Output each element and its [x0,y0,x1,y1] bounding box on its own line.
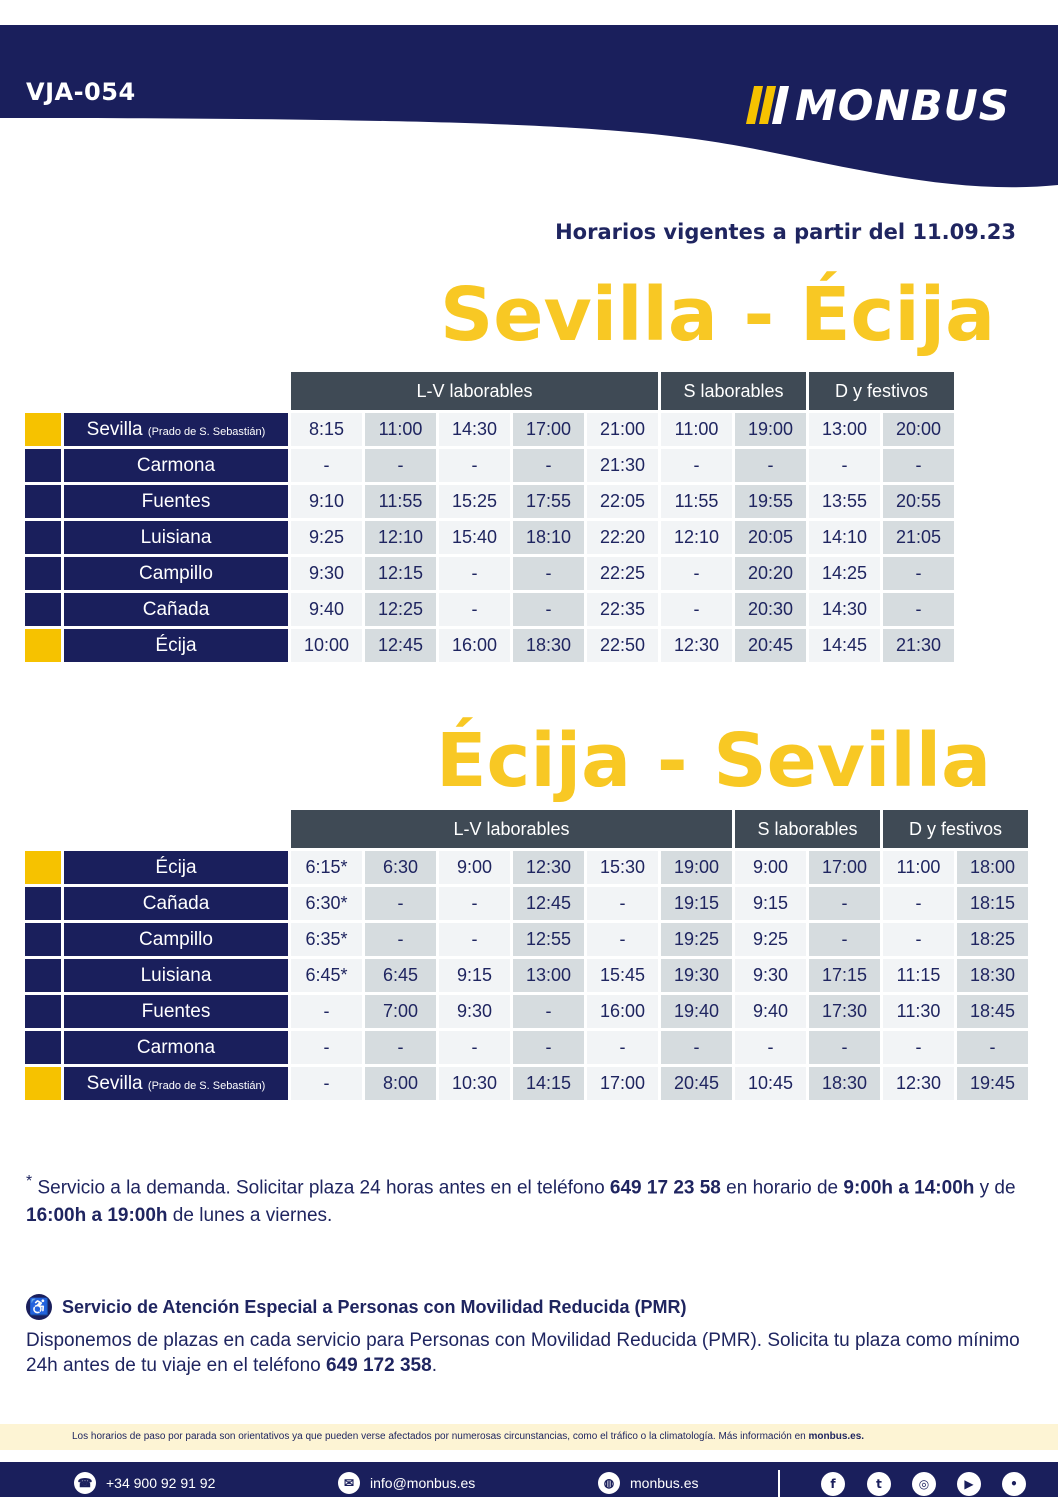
time-cell: 17:00 [587,1067,658,1100]
time-cell: 7:00 [365,995,436,1028]
time-cell: - [439,887,510,920]
group-header: D y festivos [809,372,954,410]
time-cell: 19:40 [661,995,732,1028]
time-cell: 11:55 [661,485,732,518]
time-cell: 18:10 [513,521,584,554]
time-cell: 18:30 [809,1067,880,1100]
time-cell: 9:15 [439,959,510,992]
time-cell: 19:30 [661,959,732,992]
time-cell: - [883,887,954,920]
footer [0,1462,1058,1497]
time-cell: 9:40 [291,593,362,626]
footnote-text: y de [974,1177,1016,1199]
time-cell: - [809,923,880,956]
monbus-logo [750,82,1010,128]
table-row [25,995,1028,1028]
stop-name [64,521,288,554]
table-row [25,413,954,446]
table-row [25,557,954,590]
time-cell: 15:25 [439,485,510,518]
time-cell: 6:15* [291,851,362,884]
validity-date: Horarios vigentes a partir del 11.09.23 [555,220,1016,244]
footer-web[interactable] [598,1472,698,1494]
time-cell: - [291,995,362,1028]
timetable-sevilla-ecija [22,369,957,665]
time-cell: - [735,1031,806,1064]
time-cell: 12:15 [365,557,436,590]
time-cell: 19:25 [661,923,732,956]
time-cell: 19:45 [957,1067,1028,1100]
time-cell: 13:55 [809,485,880,518]
table-row [25,851,1028,884]
time-cell: - [661,557,732,590]
time-cell: 12:55 [513,923,584,956]
disclaimer-text: Los horarios de paso por parada son orientativos ya que pueden verse afectados por numerosas circunstancias, como el tráfico o la climatología. Más información en [72,1431,809,1442]
footnote-text: en horario de [720,1177,844,1199]
time-cell: 15:45 [587,959,658,992]
time-cell: - [439,923,510,956]
time-cell: 8:00 [365,1067,436,1100]
group-header: L-V laborables [291,372,658,410]
time-cell: 18:30 [957,959,1028,992]
stop-label: Sevilla [86,1072,143,1094]
time-cell: 9:15 [735,887,806,920]
time-cell: - [661,593,732,626]
row-marker [25,1031,61,1064]
logo-bars-icon [750,86,785,124]
stop-name [64,629,288,662]
time-cell: 17:00 [513,413,584,446]
stop-name [64,1067,288,1100]
stop-label: Carmona [136,1036,216,1058]
disclaimer-link[interactable]: monbus.es. [808,1431,865,1442]
time-cell: 12:10 [661,521,732,554]
group-header: D y festivos [883,810,1028,848]
time-cell: - [365,1031,436,1064]
stop-label: Écija [155,634,197,656]
mail-icon: ✉ [338,1472,360,1494]
time-cell: 21:30 [883,629,954,662]
time-cell: - [883,557,954,590]
time-cell: - [883,1031,954,1064]
stop-label: Cañada [142,892,210,914]
time-cell: 21:05 [883,521,954,554]
time-cell: - [365,887,436,920]
stop-label: Cañada [142,598,210,620]
footer-web-text: monbus.es [630,1475,699,1491]
time-cell: 11:00 [661,413,732,446]
time-cell: 10:30 [439,1067,510,1100]
time-cell: - [439,449,510,482]
time-cell: 16:00 [439,629,510,662]
stop-name [64,413,288,446]
stop-note: (Prado de S. Sebastián) [147,1079,266,1092]
logo-text: MONBUS [795,80,1011,130]
stop-name [64,449,288,482]
time-cell: - [365,449,436,482]
time-cell: - [513,557,584,590]
pmr-title [26,1294,687,1320]
header-spacer [25,810,288,848]
pmr-title-text: Servicio de Atención Especial a Personas con Movilidad Reducida (PMR) [62,1296,687,1317]
instagram-icon[interactable]: ◎ [912,1472,936,1496]
row-marker [25,851,61,884]
footer-phone-text: +34 900 92 91 92 [106,1475,216,1491]
phone-icon: ☎ [74,1472,96,1494]
time-cell: 9:10 [291,485,362,518]
footer-email[interactable] [338,1472,475,1494]
stop-name [64,959,288,992]
stop-label: Sevilla [86,418,143,440]
time-cell: 22:20 [587,521,658,554]
twitter-icon[interactable]: t [867,1472,891,1496]
stop-label: Campillo [139,928,213,950]
row-marker [25,413,61,446]
time-cell: 14:15 [513,1067,584,1100]
time-cell: 12:30 [883,1067,954,1100]
time-cell: 15:40 [439,521,510,554]
time-cell: - [439,1031,510,1064]
pmr-body: Disponemos de plazas en cada servicio para Personas con Movilidad Reducida (PMR). Solicita tu plaza como mínimo 24h antes de tu viaje en el teléfono [26,1330,1020,1376]
stop-name [64,1031,288,1064]
time-cell: - [513,593,584,626]
time-cell: 16:00 [587,995,658,1028]
time-cell: 19:00 [735,413,806,446]
time-cell: 13:00 [809,413,880,446]
time-cell: - [439,557,510,590]
time-cell: - [883,449,954,482]
row-marker [25,449,61,482]
time-cell: 17:30 [809,995,880,1028]
row-marker [25,557,61,590]
stop-label: Écija [155,856,197,878]
time-cell: 10:00 [291,629,362,662]
time-cell: - [883,593,954,626]
table-row [25,1031,1028,1064]
time-cell: 14:45 [809,629,880,662]
row-marker [25,923,61,956]
table-row [25,521,954,554]
time-cell: 12:45 [513,887,584,920]
footnote-text: de lunes a viernes. [167,1205,333,1227]
time-cell: - [439,593,510,626]
stop-name [64,485,288,518]
row-marker [25,995,61,1028]
route-title-sevilla-ecija: Sevilla - Écija [440,272,996,358]
table-row [25,959,1028,992]
table-row [25,1067,1028,1100]
time-cell: - [513,1031,584,1064]
stop-label: Fuentes [141,490,211,512]
time-cell: 6:45 [365,959,436,992]
time-cell: 10:45 [735,1067,806,1100]
stop-name [64,887,288,920]
time-cell: - [735,449,806,482]
footnote-phone: 649 17 23 58 [609,1177,721,1199]
time-cell: 21:30 [587,449,658,482]
time-cell: 18:15 [957,887,1028,920]
stop-name [64,557,288,590]
time-cell: 11:30 [883,995,954,1028]
stop-note: (Prado de S. Sebastián) [147,425,266,438]
row-marker [25,521,61,554]
time-cell: - [883,923,954,956]
time-cell: 14:30 [809,593,880,626]
time-cell: - [809,449,880,482]
other-icon[interactable]: • [1002,1472,1026,1496]
stop-name [64,851,288,884]
time-cell: 19:55 [735,485,806,518]
stop-name [64,593,288,626]
row-marker [25,593,61,626]
time-cell: 11:15 [883,959,954,992]
time-cell: - [661,1031,732,1064]
time-cell: 17:55 [513,485,584,518]
time-cell: 22:50 [587,629,658,662]
stop-label: Luisiana [140,964,212,986]
time-cell: 19:00 [661,851,732,884]
footnote-hours: 16:00h a 19:00h [26,1205,168,1227]
time-cell: 18:00 [957,851,1028,884]
time-cell: 17:00 [809,851,880,884]
time-cell: 6:30* [291,887,362,920]
time-cell: 14:25 [809,557,880,590]
row-marker [25,959,61,992]
time-cell: - [587,923,658,956]
time-cell: 18:25 [957,923,1028,956]
time-cell: 20:00 [883,413,954,446]
time-cell: 9:30 [735,959,806,992]
table-row [25,923,1028,956]
stop-name [64,995,288,1028]
time-cell: 20:20 [735,557,806,590]
time-cell: 9:25 [291,521,362,554]
globe-icon: ◍ [598,1472,620,1494]
table-row [25,887,1028,920]
time-cell: 21:00 [587,413,658,446]
time-cell: - [291,1067,362,1100]
time-cell: 12:30 [513,851,584,884]
time-cell: 15:30 [587,851,658,884]
time-cell: 22:35 [587,593,658,626]
time-cell: 22:25 [587,557,658,590]
header [0,0,1058,200]
time-cell: 9:25 [735,923,806,956]
stop-label: Carmona [136,454,216,476]
row-marker [25,1067,61,1100]
pmr-phone: 649 172 358 [326,1355,432,1376]
time-cell: 12:10 [365,521,436,554]
time-cell: 20:55 [883,485,954,518]
group-header: S laborables [735,810,880,848]
time-cell: 6:30 [365,851,436,884]
time-cell: 20:05 [735,521,806,554]
table-row [25,593,954,626]
row-marker [25,887,61,920]
stop-label: Luisiana [140,526,212,548]
time-cell: - [957,1031,1028,1064]
time-cell: 22:05 [587,485,658,518]
stop-label: Fuentes [141,1000,211,1022]
table-row [25,629,954,662]
time-cell: 9:00 [735,851,806,884]
facebook-icon[interactable]: f [821,1472,845,1496]
time-cell: 11:55 [365,485,436,518]
footnote-asterisk: * [26,1173,33,1190]
time-cell: 14:10 [809,521,880,554]
pmr-end: . [431,1355,437,1376]
time-cell: - [809,1031,880,1064]
time-cell: 11:00 [883,851,954,884]
time-cell: 18:45 [957,995,1028,1028]
time-cell: 19:15 [661,887,732,920]
time-cell: - [291,1031,362,1064]
time-cell: - [291,449,362,482]
time-cell: - [587,887,658,920]
time-cell: - [513,449,584,482]
footnote-text: Servicio a la demanda. Solicitar plaza 24 horas antes en el teléfono [32,1177,610,1199]
disclaimer [0,1424,1058,1450]
time-cell: 13:00 [513,959,584,992]
footer-email-text: info@monbus.es [370,1475,476,1491]
wheelchair-icon: ♿ [26,1294,52,1320]
time-cell: 6:35* [291,923,362,956]
time-cell: - [513,995,584,1028]
time-cell: 9:00 [439,851,510,884]
table-row [25,485,954,518]
time-cell: - [661,449,732,482]
time-cell: 6:45* [291,959,362,992]
time-cell: 17:15 [809,959,880,992]
time-cell: 20:30 [735,593,806,626]
footer-phone[interactable] [74,1472,215,1494]
route-title-ecija-sevilla: Écija - Sevilla [436,718,992,804]
table-row [25,449,954,482]
group-header: S laborables [661,372,806,410]
time-cell: - [365,923,436,956]
timetable-ecija-sevilla [22,807,1031,1103]
group-header: L-V laborables [291,810,732,848]
time-cell: 20:45 [661,1067,732,1100]
row-marker [25,629,61,662]
time-cell: 9:30 [439,995,510,1028]
time-cell: 12:30 [661,629,732,662]
stop-name [64,923,288,956]
footnote [26,1168,1026,1230]
time-cell: 12:25 [365,593,436,626]
time-cell: 20:45 [735,629,806,662]
time-cell: 12:45 [365,629,436,662]
row-marker [25,485,61,518]
time-cell: 9:30 [291,557,362,590]
time-cell: - [587,1031,658,1064]
stop-label: Campillo [139,562,213,584]
pmr-text [26,1328,1036,1378]
time-cell: 8:15 [291,413,362,446]
youtube-icon[interactable]: ▶ [957,1472,981,1496]
time-cell: 18:30 [513,629,584,662]
header-spacer [25,372,288,410]
time-cell: 11:00 [365,413,436,446]
footer-divider [778,1470,780,1497]
route-code: VJA-054 [26,78,136,106]
time-cell: - [809,887,880,920]
time-cell: 14:30 [439,413,510,446]
footnote-hours: 9:00h a 14:00h [843,1177,975,1199]
time-cell: 9:40 [735,995,806,1028]
